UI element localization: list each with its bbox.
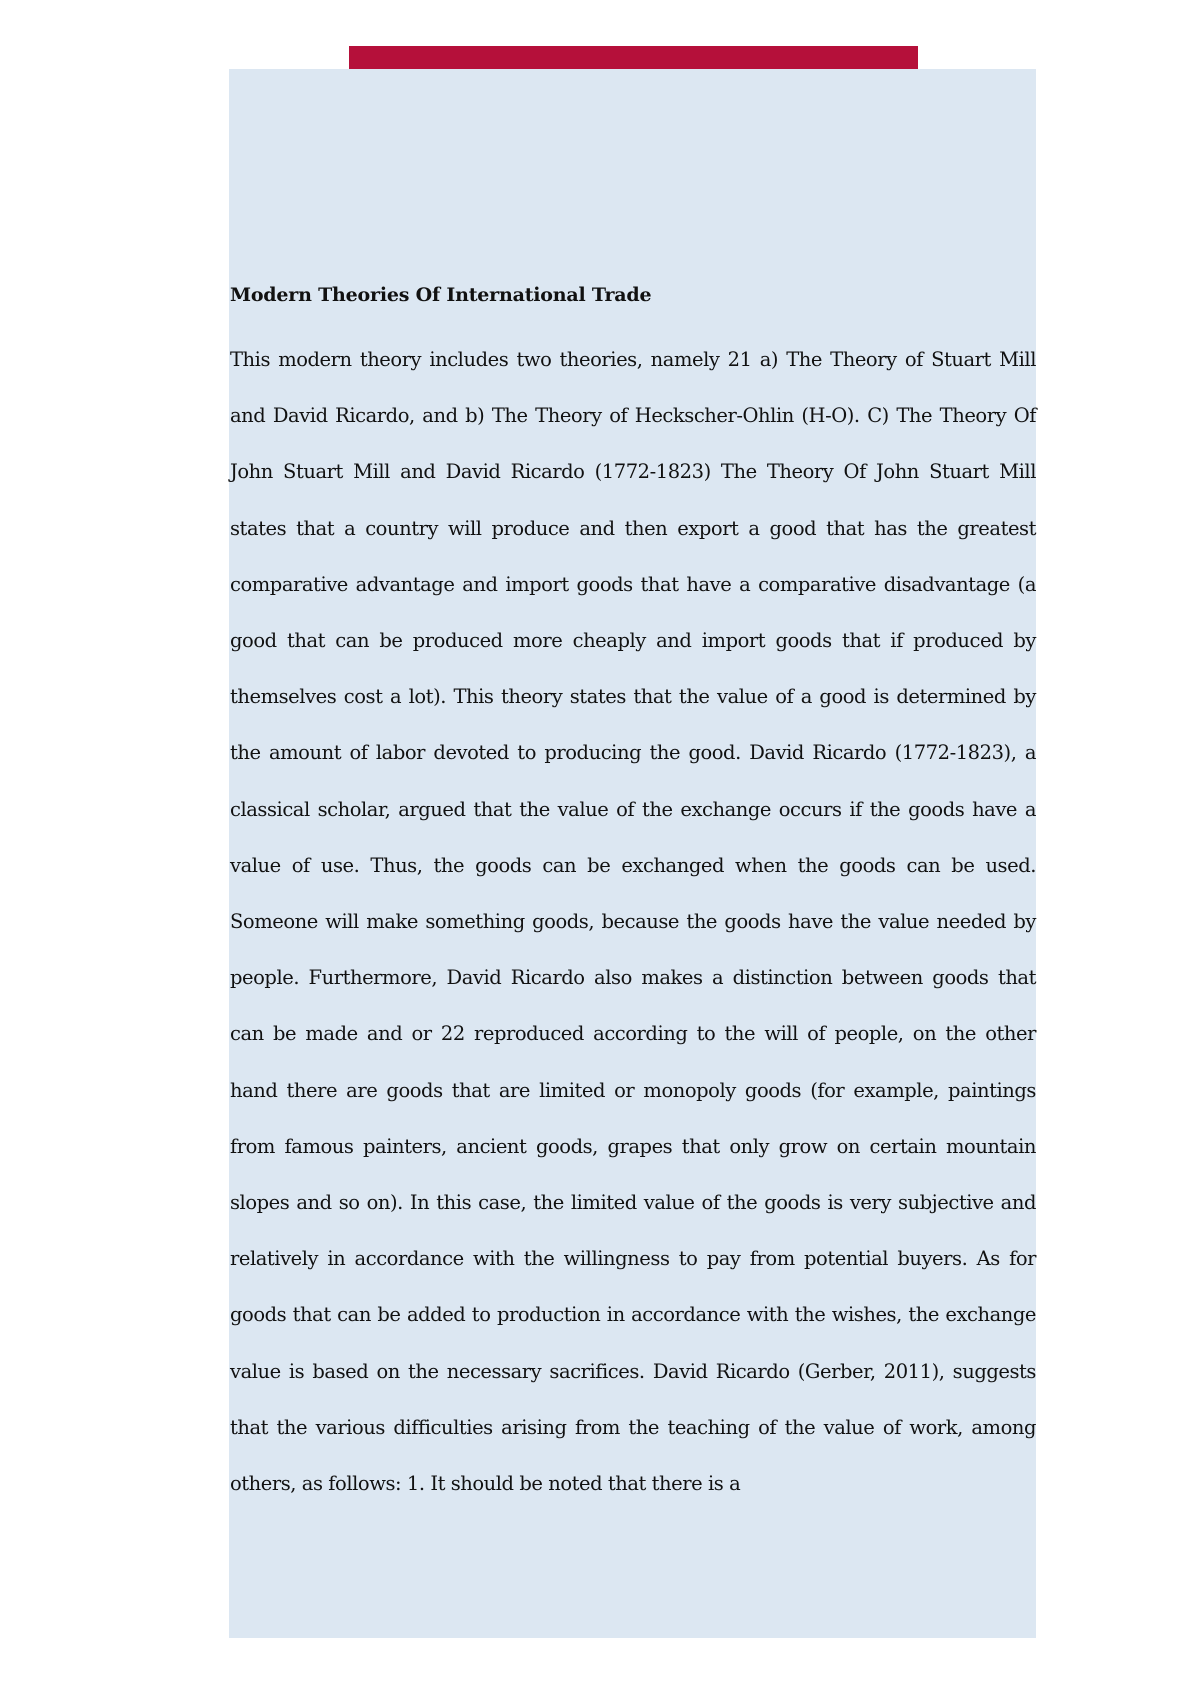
section-heading: Modern Theories Of International Trade	[230, 284, 652, 306]
document-content	[230, 280, 1036, 1512]
header-accent-bar	[349, 46, 918, 69]
body-paragraph: This modern theory includes two theories, namely 21 a) The Theory of Stuart Mill and David Ricardo, and b) The Theory of Heckscher-Ohlin (H-O). C) The Theory Of John Stuart Mill and David Ricardo (1772-1823) The Theory Of John Stuart Mill states that a country will produce and then export a good that has the greatest comparative advantage and import goods that have a comparative disadvantage (a good that can be produced more cheaply and import goods that if produced by themselves cost a lot). This theory states that the value of a good is determined by the amount of labor devoted to producing the good. David Ricardo (1772-1823), a classical scholar, argued that the value of the exchange occurs if the goods have a value of use. Thus, the goods can be exchanged when the goods can be used. Someone will make something goods, because the goods have the value needed by people. Furthermore, David Ricardo also makes a distinction between goods that can be made and or 22 reproduced according to the will of people, on the other hand there are goods that are limited or monopoly goods (for example, paintings from famous painters, ancient goods, grapes that only grow on certain mountain slopes and so on). In this case, the limited value of the goods is very subjective and relatively in accordance with the willingness to pay from potential buyers. As for goods that can be added to production in accordance with the wishes, the exchange value is based on the necessary sacrifices. David Ricardo (Gerber, 2011), suggests that the various difficulties arising from the teaching of the value of work, among others, as follows: 1. It should be noted that there is a	[230, 348, 1036, 1496]
